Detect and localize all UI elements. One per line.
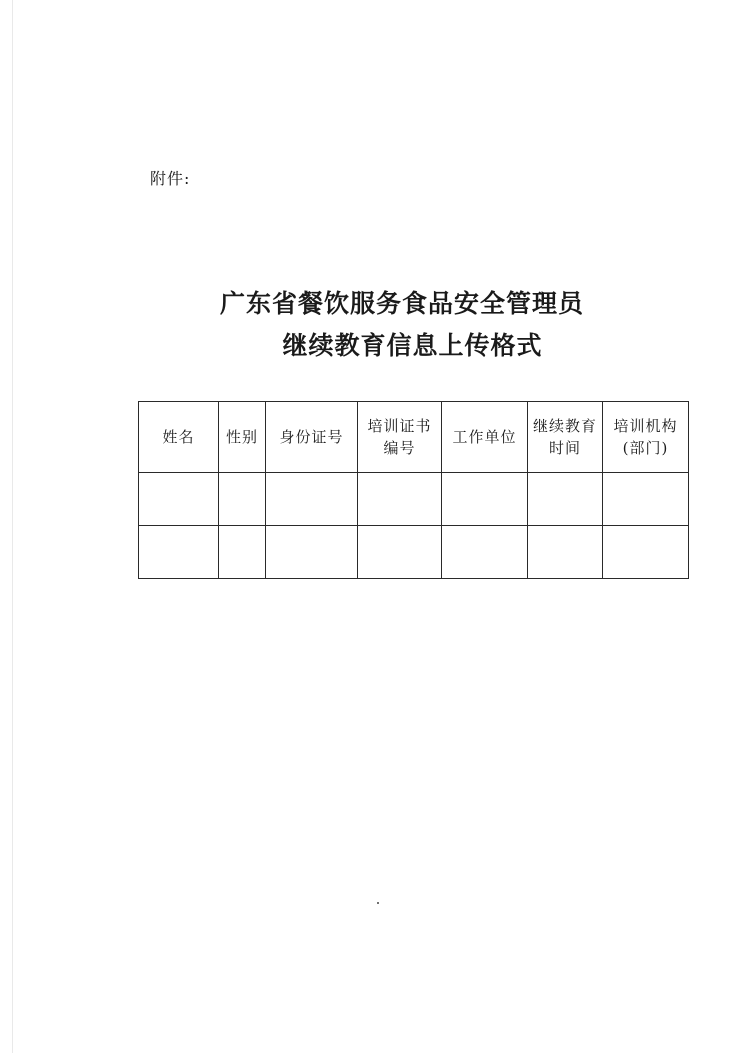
table-cell[interactable] [358, 526, 442, 579]
upload-format-table [138, 401, 689, 579]
document-title-line-2: 继续教育信息上传格式 [282, 331, 543, 360]
table-cell[interactable] [266, 526, 358, 579]
table-cell[interactable] [139, 473, 219, 526]
header-certificate-number: 培训证书 编号 [358, 402, 442, 473]
table-cell[interactable] [442, 526, 528, 579]
header-education-time: 继续教育 时间 [528, 402, 603, 473]
table-cell[interactable] [603, 526, 689, 579]
table-header-row [139, 402, 689, 473]
table-cell[interactable] [358, 473, 442, 526]
header-gender: 性别 [219, 402, 266, 473]
table-cell[interactable] [219, 473, 266, 526]
table-cell[interactable] [528, 473, 603, 526]
table-cell[interactable] [528, 526, 603, 579]
scan-dot [377, 902, 379, 904]
table-cell[interactable] [603, 473, 689, 526]
header-id-number: 身份证号 [266, 402, 358, 473]
table-cell[interactable] [219, 526, 266, 579]
header-training-institution: 培训机构 (部门) [603, 402, 689, 473]
table-cell[interactable] [139, 526, 219, 579]
header-employer: 工作单位 [442, 402, 528, 473]
scan-page-edge [12, 0, 13, 1053]
table-row [139, 473, 689, 526]
table-row [139, 526, 689, 579]
table-cell[interactable] [442, 473, 528, 526]
header-name: 姓名 [139, 402, 219, 473]
table-cell[interactable] [266, 473, 358, 526]
attachment-label: 附件: [150, 169, 191, 188]
document-title-line-1: 广东省餐饮服务食品安全管理员 [220, 289, 585, 318]
